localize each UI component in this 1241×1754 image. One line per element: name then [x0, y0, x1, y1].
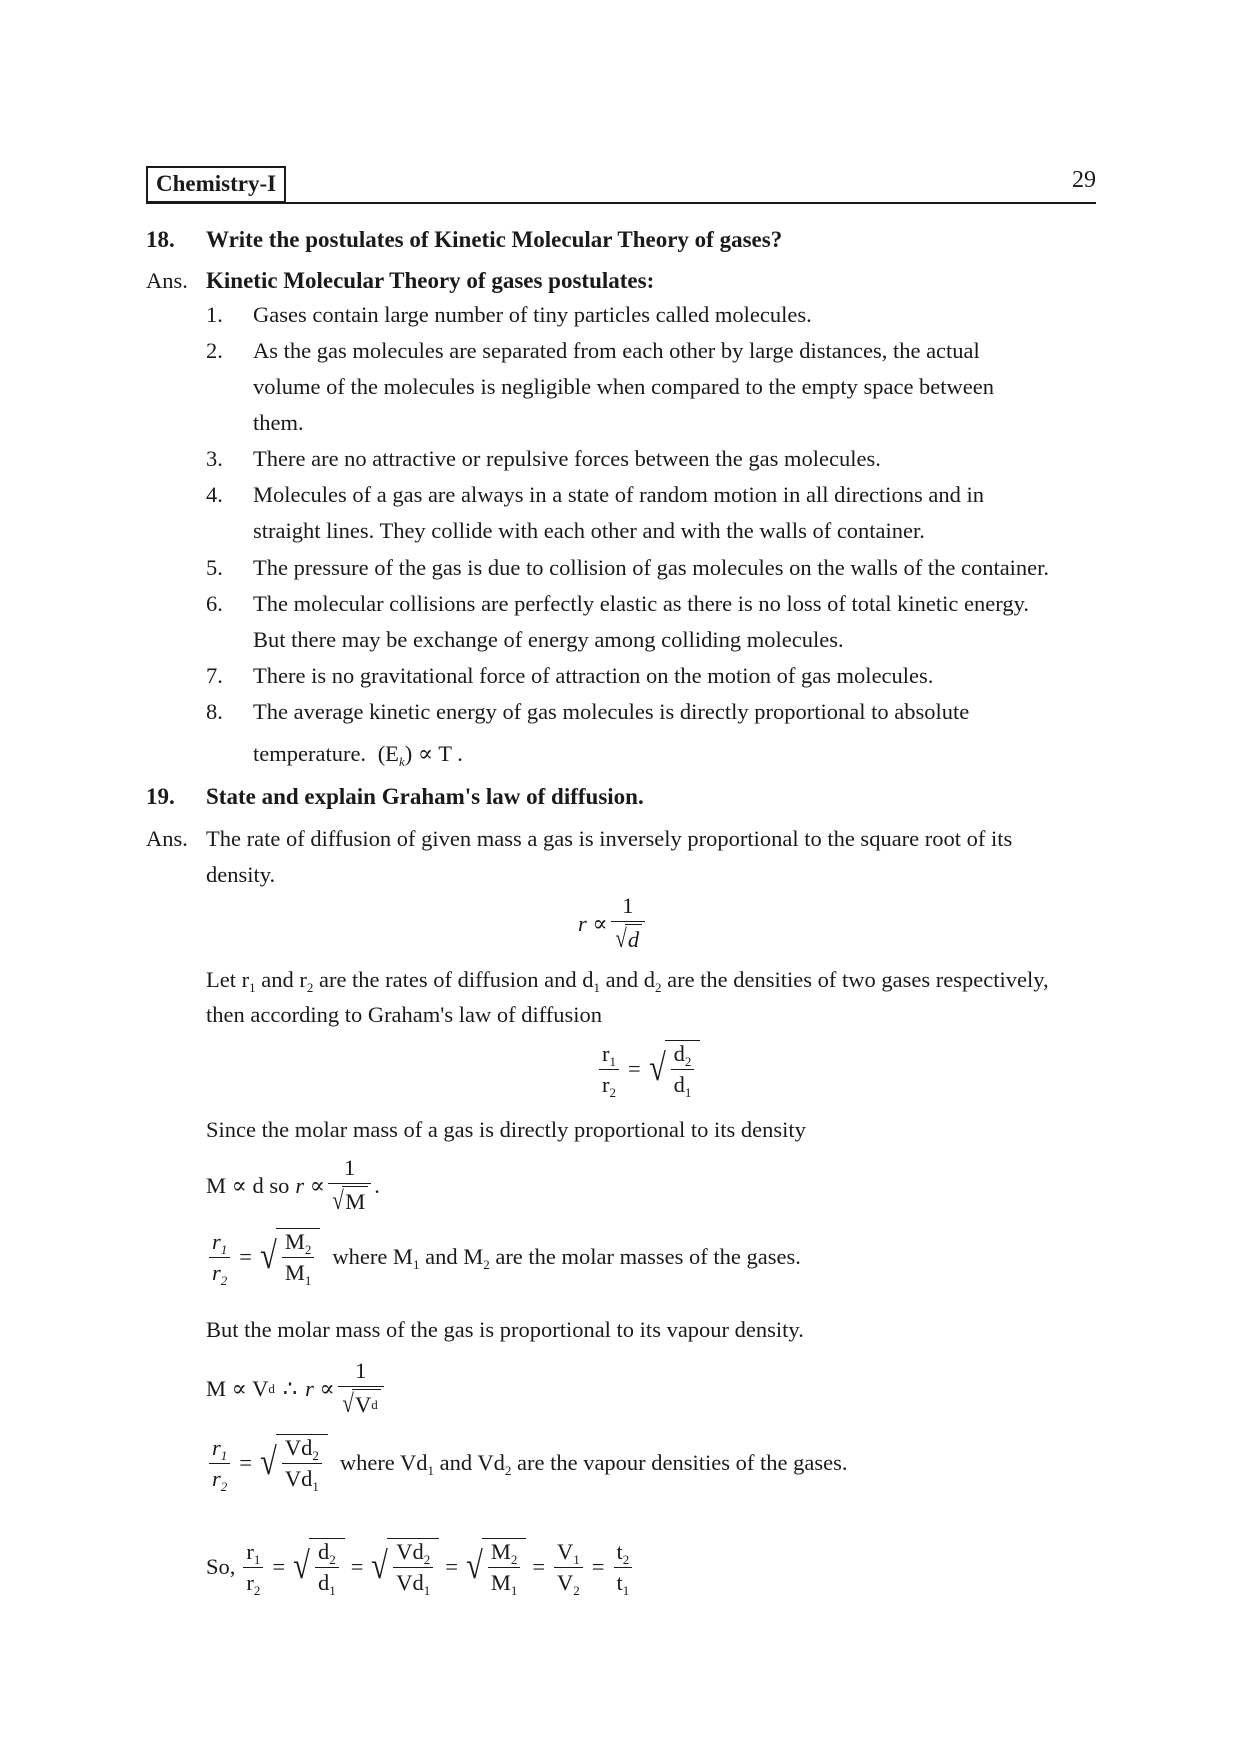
item8-tail: temperature. $(E_k) \propto T$ . — [253, 741, 463, 769]
question-number: 19. — [146, 784, 175, 809]
postulate-text-line: As the gas molecules are separated from each other by large distances, the actual — [253, 338, 980, 363]
page-number: 29 — [1072, 167, 1096, 193]
intro-line-2: density. — [206, 862, 276, 887]
question-text: Write the postulates of Kinetic Molecular Theory of gases? — [206, 227, 783, 252]
postulate-text-line: straight lines. They collide with each other and with the walls of container. — [253, 518, 925, 543]
let-text-line-2: then according to Graham's law of diffusion — [206, 1002, 603, 1027]
postulate-text-line: The pressure of the gas is due to collision of gas molecules on the walls of the container. — [253, 555, 1050, 580]
answer-label: Ans. — [146, 826, 188, 851]
postulate-number: 7. — [206, 663, 223, 688]
postulate-number: 4. — [206, 482, 223, 507]
postulate-number: 8. — [206, 699, 223, 724]
postulate-number: 2. — [206, 338, 223, 363]
answer-label: Ans. — [146, 268, 188, 293]
since-text: Since the molar mass of a gas is directly proportional to its density — [206, 1117, 806, 1142]
postulate-number: 5. — [206, 555, 223, 580]
postulate-text-line: The molecular collisions are perfectly elastic as there is no loss of total kinetic energy. — [253, 591, 1029, 616]
answer-heading: Kinetic Molecular Theory of gases postulates: — [206, 268, 655, 293]
postulate-text-line: them. — [253, 410, 304, 435]
postulate-text-line: There are no attractive or repulsive forces between the gas molecules. — [253, 446, 881, 471]
let-text-line-1: Let $r_1$ and $r_2$ are the rates of diffusion and $d_1$ and $d_2$ are the densities of two gases respectively, — [206, 967, 1049, 995]
postulate-text-line: But there may be exchange of energy among colliding molecules. — [253, 627, 844, 652]
postulate-text-line: Molecules of a gas are always in a state of random motion in all directions and in — [253, 482, 985, 507]
equation-molar-mass: M ∝ d so r ∝ 1 √ M . — [206, 1155, 380, 1215]
equation-grahams-law-molar-mass: $\frac{r_1}{r_2}$ = √ $\frac{M_2}{M_1}$ where $M_1$ and $M_2$ are the molar masses of the gases. — [206, 1228, 801, 1286]
postulate-text-line: There is no gravitational force of attraction on the motion of gas molecules. — [253, 663, 934, 688]
postulate-number: 1. — [206, 302, 223, 327]
equation-vapour-density: M ∝ V d ∴ r ∝ 1 √ V d — [206, 1358, 387, 1419]
subject-title: Chemistry-I — [146, 166, 286, 203]
postulate-text-line: volume of the molecules is negligible when compared to the empty space between — [253, 374, 995, 399]
postulate-text-line: Gases contain large number of tiny particles called molecules. — [253, 302, 812, 327]
page-header — [146, 166, 1096, 204]
equation-grahams-law-density: $\frac{r_1}{r_2}$ = √ $\frac{d_2}{d_1}$ — [596, 1040, 700, 1098]
intro-line-1: The rate of diffusion of given mass a gas is inversely proportional to the square root of its — [206, 826, 1013, 851]
question-number: 18. — [146, 227, 175, 252]
equation-grahams-law-vapour-density: $\frac{r_1}{r_2}$ = √ $\frac{Vd_2}{Vd_1}$ where $Vd_1$ and $Vd_2$ are the vapour densities of the gases. — [206, 1434, 848, 1492]
equation-summary: So, $\frac{r_1}{r_2}$ = √ $\frac{d_2}{d_1}$ = √ $\frac{Vd_2}{Vd_1}$ = √ $\frac{M_2}{M_1}$ = $\frac{V_1}{V_2}$ = $\frac{t_2}{t_1}$ — [206, 1538, 635, 1596]
postulate-number: 6. — [206, 591, 223, 616]
but-text: But the molar mass of the gas is proportional to its vapour density. — [206, 1317, 804, 1342]
postulate-text-line: The average kinetic energy of gas molecules is directly proportional to absolute — [253, 699, 970, 724]
question-text: State and explain Graham's law of diffusion. — [206, 784, 644, 809]
equation-rate-density: r ∝ 1 √ d — [578, 893, 648, 954]
postulate-number: 3. — [206, 446, 223, 471]
